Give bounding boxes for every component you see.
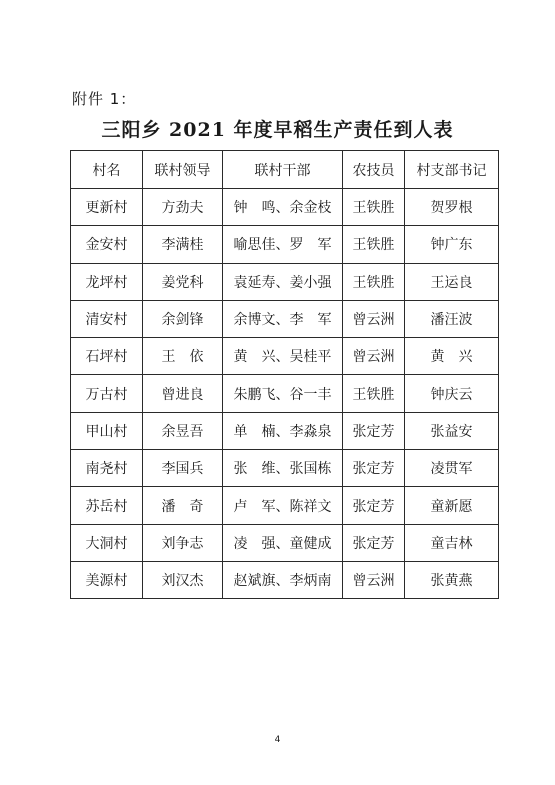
cell-technician: 曾云洲: [343, 561, 405, 598]
cell-cadres: 袁延寿、姜小强: [223, 263, 343, 300]
cell-leader: 刘汉杰: [143, 561, 223, 598]
cell-village: 金安村: [71, 226, 143, 263]
cell-secretary: 贺罗根: [405, 189, 499, 226]
cell-village: 石坪村: [71, 338, 143, 375]
cell-cadres: 喻思佳、罗 军: [223, 226, 343, 263]
table-row: [71, 263, 499, 300]
table-row: [71, 189, 499, 226]
cell-secretary: 潘汪波: [405, 300, 499, 337]
cell-technician: 王铁胜: [343, 263, 405, 300]
table-header-row: [71, 151, 499, 189]
table-row: [71, 375, 499, 412]
cell-technician: 张定芳: [343, 524, 405, 561]
cell-village: 清安村: [71, 300, 143, 337]
cell-village: 龙坪村: [71, 263, 143, 300]
cell-leader: 方劲夫: [143, 189, 223, 226]
cell-village: 万古村: [71, 375, 143, 412]
cell-secretary: 王运良: [405, 263, 499, 300]
table-row: [71, 561, 499, 598]
cell-cadres: 黄 兴、吴桂平: [223, 338, 343, 375]
cell-cadres: 朱鹏飞、谷一丰: [223, 375, 343, 412]
table-row: [71, 338, 499, 375]
cell-cadres: 钟 鸣、余金枝: [223, 189, 343, 226]
header-agri-technician: 农技员: [343, 151, 405, 189]
responsibility-table: [70, 150, 499, 599]
cell-technician: 王铁胜: [343, 226, 405, 263]
cell-leader: 潘 奇: [143, 487, 223, 524]
cell-village: 更新村: [71, 189, 143, 226]
table-row: [71, 487, 499, 524]
table-row: [71, 450, 499, 487]
table-row: [71, 226, 499, 263]
cell-technician: 曾云洲: [343, 300, 405, 337]
header-village-leader: 联村领导: [143, 151, 223, 189]
cell-secretary: 童吉林: [405, 524, 499, 561]
cell-secretary: 钟广东: [405, 226, 499, 263]
cell-leader: 李满桂: [143, 226, 223, 263]
cell-secretary: 童新愿: [405, 487, 499, 524]
cell-cadres: 单 楠、李淼泉: [223, 412, 343, 449]
cell-leader: 曾进良: [143, 375, 223, 412]
cell-secretary: 钟庆云: [405, 375, 499, 412]
cell-village: 南尧村: [71, 450, 143, 487]
cell-technician: 王铁胜: [343, 375, 405, 412]
cell-leader: 姜党科: [143, 263, 223, 300]
cell-leader: 余剑锋: [143, 300, 223, 337]
header-village-cadres: 联村干部: [223, 151, 343, 189]
cell-leader: 余昱吾: [143, 412, 223, 449]
cell-cadres: 余博文、李 军: [223, 300, 343, 337]
table-row: [71, 524, 499, 561]
header-party-secretary: 村支部书记: [405, 151, 499, 189]
cell-cadres: 卢 军、陈祥文: [223, 487, 343, 524]
cell-village: 苏岳村: [71, 487, 143, 524]
table-row: [71, 412, 499, 449]
cell-technician: 曾云洲: [343, 338, 405, 375]
cell-secretary: 凌贯军: [405, 450, 499, 487]
attachment-label: 附件 1：: [72, 90, 137, 108]
cell-cadres: 赵斌旗、李炳南: [223, 561, 343, 598]
cell-technician: 张定芳: [343, 450, 405, 487]
header-village: 村名: [71, 151, 143, 189]
cell-technician: 张定芳: [343, 487, 405, 524]
cell-leader: 刘争志: [143, 524, 223, 561]
document-title: 三阳乡 2021 年度早稻生产责任到人表: [101, 119, 454, 141]
cell-village: 甲山村: [71, 412, 143, 449]
cell-technician: 王铁胜: [343, 189, 405, 226]
table-row: [71, 300, 499, 337]
cell-secretary: 黄 兴: [405, 338, 499, 375]
cell-technician: 张定芳: [343, 412, 405, 449]
cell-secretary: 张益安: [405, 412, 499, 449]
cell-cadres: 张 维、张国栋: [223, 450, 343, 487]
cell-leader: 王 依: [143, 338, 223, 375]
page-number: 4: [274, 735, 281, 745]
cell-village: 美源村: [71, 561, 143, 598]
cell-leader: 李国兵: [143, 450, 223, 487]
cell-village: 大洞村: [71, 524, 143, 561]
cell-cadres: 凌 强、童健成: [223, 524, 343, 561]
cell-secretary: 张黄燕: [405, 561, 499, 598]
